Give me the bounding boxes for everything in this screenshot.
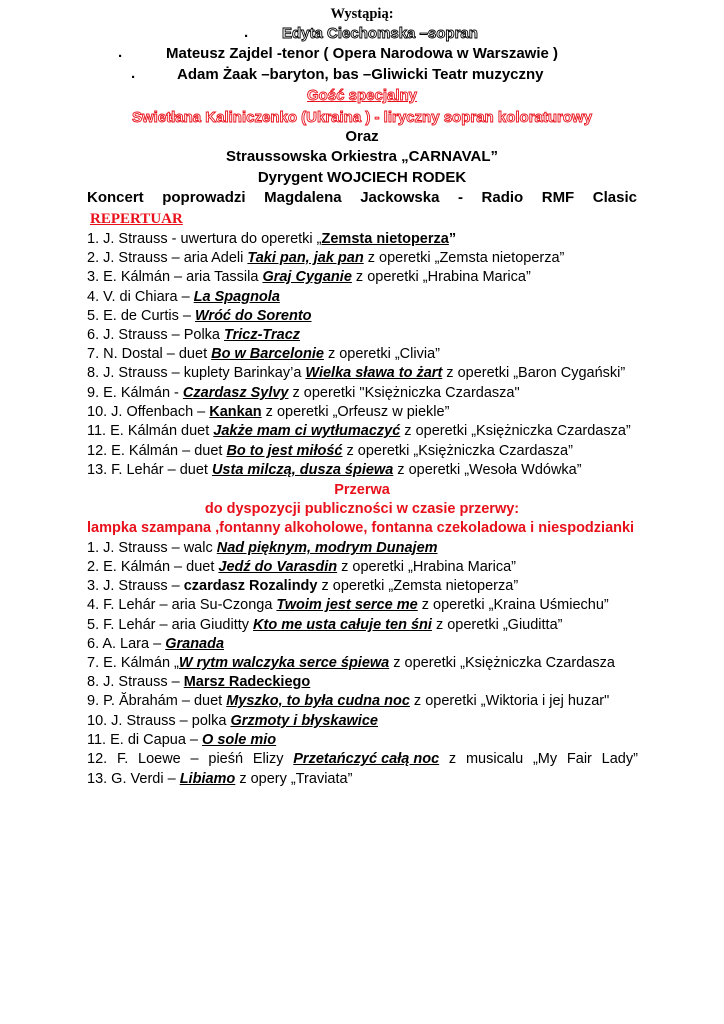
guest-heading: Gość specjalny [306,87,418,104]
list-item: 5. F. Lehár – aria Giuditty Kto me usta całuje ten śni z operetki „Giuditta” [87,617,563,633]
list-item: 10. J. Offenbach – Kankan z operetki „Orfeusz w piekle” [87,404,450,420]
list-item: 9. E. Kálmán - Czardasz Sylvy z operetki "Księżniczka Czardasza" [87,385,520,401]
intermission-offer: lampka szampana ,fontanny alkoholowe, fontanna czekoladowa i niespodzianki [87,520,635,536]
list-item: 8. J. Strauss – Marsz Radeckiego [87,674,311,690]
host-word: Magdalena [264,189,342,206]
list-item: 5. E. de Curtis – Wróć do Sorento [87,308,312,324]
list-item: 11. E. Kálmán duet Jakże mam ci wytłumaczyć z operetki „Księżniczka Czardasza” [87,423,631,439]
list-item: 13. G. Verdi – Libiamo z opery „Traviata” [87,771,353,787]
intermission-note: do dyspozycji publiczności w czasie przerwy: [204,501,520,517]
host-word: Radio [481,189,524,206]
bullet: . [244,24,249,41]
list-item: 6. J. Strauss – Polka Tricz-Tracz [87,327,301,343]
announce-heading: Wystąpią: [330,6,394,22]
list-item: 8. J. Strauss – kuplety Barinkay’a Wielka sława to żart z operetki „Baron Cygański” [87,365,626,381]
performer-1: Edyta Ciechomska –sopran [282,25,478,42]
host-word: Koncert [87,189,144,206]
conductor: Dyrygent WOJCIECH RODEK [257,169,467,186]
list-item: 9. P. Ăbrahám – duet Myszko, to była cudna noc z operetki „Wiktoria i jej huzar" [87,693,610,709]
list-item: 3. E. Kálmán – aria Tassila Graj Cyganie z operetki „Hrabina Marica” [87,269,531,285]
guest-performer: Swietłana Kaliniczenko (Ukraina ) - liryczny sopran koloraturowy [131,109,593,126]
list-item: 10. J. Strauss – polka Grzmoty i błyskawice [87,713,378,729]
host-word: - [457,189,463,206]
list-item: 1. J. Strauss – walc Nad pięknym, modrym Dunajem [87,540,438,556]
list-item: 7. E. Kálmán „W rytm walczyka serce śpiewa z operetki „Księżniczka Czardasza [87,655,615,671]
intermission-title: Przerwa [334,482,390,498]
list-item: 3. J. Strauss – czardasz Rozalindy z operetki „Zemsta nietoperza” [87,578,519,594]
list-item: 11. E. di Capua – O sole mio [87,732,277,748]
list-item: 1. J. Strauss - uwertura do operetki „Zemsta nietoperza” [87,231,457,247]
repertoire-heading: REPERTUAR [90,211,183,227]
performer-3: Adam Żaak –baryton, bas –Gliwicki Teatr muzyczny [177,66,544,83]
host-word: Clasic [592,189,637,206]
list-item: 4. F. Lehár – aria Su-Czonga Twoim jest serce me z operetki „Kraina Uśmiechu” [87,597,609,613]
list-item: 12. E. Kálmán – duet Bo to jest miłość z operetki „Księżniczka Czardasza” [87,443,573,459]
performer-2: Mateusz Zajdel -tenor ( Opera Narodowa w Warszawie ) [166,45,559,62]
and-text: Oraz [345,128,379,145]
bullet: . [131,65,136,82]
bullet: . [118,44,123,61]
host-word: Jackowska [360,189,440,206]
host-line [87,189,637,206]
list-item: 7. N. Dostal – duet Bo w Barcelonie z operetki „Clivia” [87,346,440,362]
list-item: 4. V. di Chiara – La Spagnola [87,289,280,305]
host-word: poprowadzi [162,189,246,206]
orchestra: Straussowska Orkiestra „CARNAVAL” [225,148,499,165]
list-item: 6. A. Lara – Granada [87,636,225,652]
list-item: 12. F. Loewe – pieśń Elizy Przetańczyć całą noc z musicalu „My Fair Lady” [87,751,638,767]
list-item: 2. E. Kálmán – duet Jedź do Varasdin z operetki „Hrabina Marica” [87,559,517,575]
list-item: 2. J. Strauss – aria Adeli Taki pan, jak pan z operetki „Zemsta nietoperza” [87,250,565,266]
list-item: 13. F. Lehár – duet Usta milczą, dusza śpiewa z operetki „Wesoła Wdówka” [87,462,582,478]
host-word: RMF [541,189,575,206]
